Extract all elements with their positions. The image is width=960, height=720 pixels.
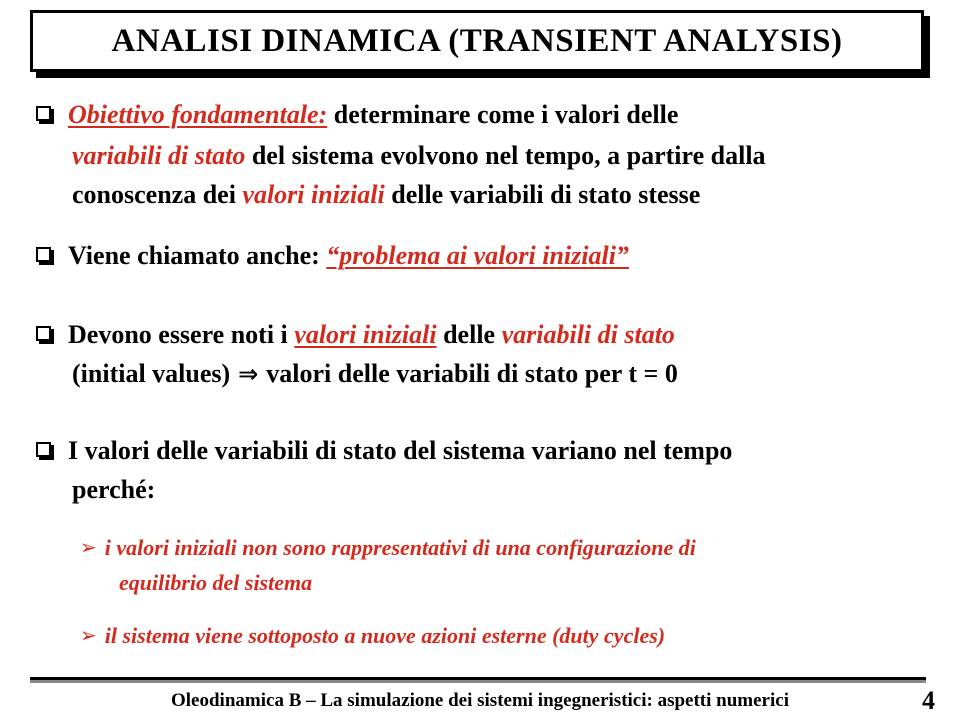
footer-text: Oleodinamica B – La simulazione dei sistemi ingegneristici: aspetti numerici [171, 690, 789, 711]
bullet-1-highlight-1: variabili di stato [72, 141, 246, 170]
page-number: 4 [922, 686, 935, 715]
bullet-1-line-3 [72, 182, 700, 208]
bullet-1-text-2: del sistema evolvono nel tempo, a partire dalla [245, 141, 766, 170]
bullet-1-text-3: conoscenza dei [72, 180, 243, 209]
sub-bullet-1-text-2: equilibrio del sistema [119, 570, 313, 595]
bullet-1-line-2 [72, 143, 766, 169]
bullet-2-highlight-1: “problema ai valori iniziali” [326, 241, 629, 270]
bullet-1-label: Obiettivo fondamentale: [68, 100, 328, 129]
bullet-4-line-1 [36, 438, 732, 464]
bullet-1-text-4: delle variabili di stato stesse [384, 180, 701, 209]
bullet-2-text-1: Viene chiamato anche: [68, 241, 327, 270]
bullet-3-line-1 [36, 322, 675, 348]
bullet-4-text-2: perché: [72, 475, 156, 504]
slide-title: ANALISI DINAMICA (TRANSIENT ANALYSIS) [111, 22, 843, 59]
bullet-4-line-2 [72, 477, 155, 503]
bullet-3-highlight-2: variabili di stato [501, 320, 675, 349]
bullet-3-text-3: (initial values) [72, 359, 231, 388]
bullet-3-text-1: Devono essere noti i [68, 320, 295, 349]
checkbox-bullet-icon [36, 247, 51, 262]
bullet-3-text-2: delle [436, 320, 502, 349]
bullet-1-line-1 [36, 102, 678, 128]
checkbox-bullet-icon [36, 326, 51, 341]
bullet-3-line-2 [72, 361, 678, 387]
implies-arrow-icon: ⇒ [238, 360, 259, 388]
bullet-1-highlight-2: valori iniziali [242, 180, 385, 209]
title-box [30, 10, 924, 72]
footer-divider [30, 677, 926, 680]
sub-bullet-1-line-1 [80, 537, 696, 559]
bullet-4-text-1: I valori delle variabili di stato del sistema variano nel tempo [68, 436, 733, 465]
bullet-1-text-1: determinare come i valori delle [327, 100, 679, 129]
arrow-bullet-icon: ➢ [80, 623, 97, 647]
sub-bullet-1-text-1: i valori iniziali non sono rappresentativi di una configurazione di [104, 535, 696, 560]
sub-bullet-2-line-1 [80, 625, 665, 647]
bullet-3-text-4: valori delle variabili di stato per t = 0 [266, 359, 678, 388]
sub-bullet-1-line-2 [119, 572, 312, 594]
checkbox-bullet-icon [36, 106, 51, 121]
checkbox-bullet-icon [36, 442, 51, 457]
bullet-3-highlight-1: valori iniziali [294, 320, 437, 349]
sub-bullet-2-text-1: il sistema viene sottoposto a nuove azioni esterne (duty cycles) [104, 623, 666, 648]
bullet-2-line-1 [36, 243, 629, 269]
arrow-bullet-icon: ➢ [80, 535, 97, 559]
